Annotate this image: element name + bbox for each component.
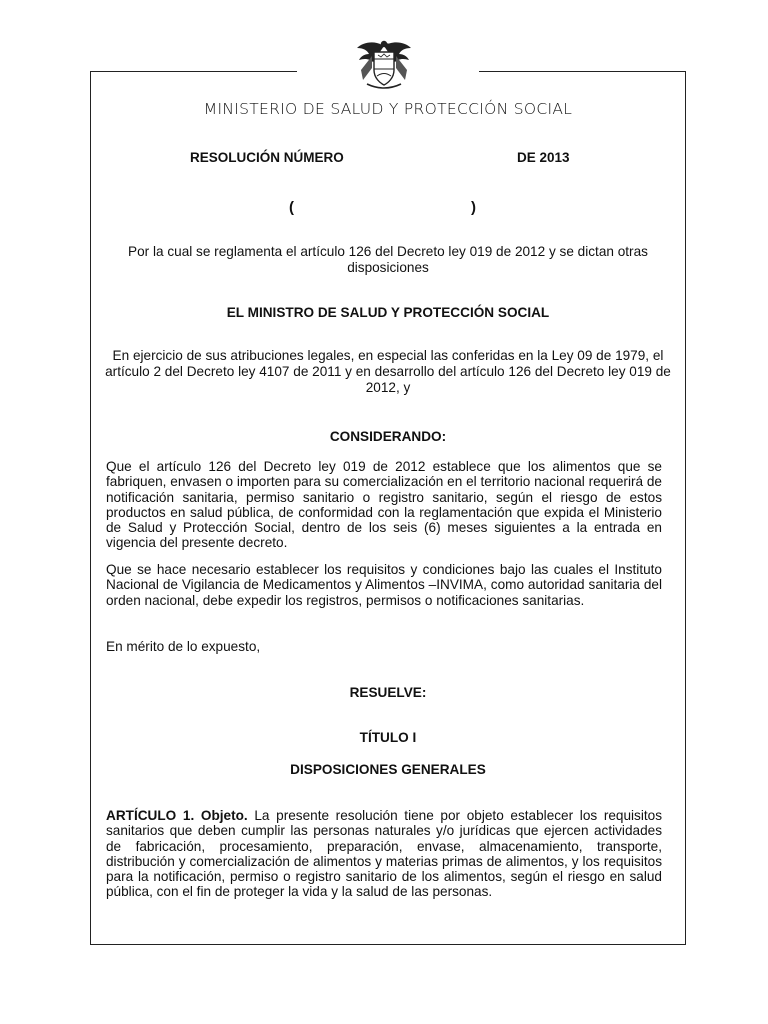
resuelve-heading: RESUELVE: (349, 685, 427, 700)
titulo-heading: TÍTULO I (359, 730, 417, 745)
considerando-paragraph-3: En mérito de lo expuesto, (106, 639, 261, 654)
authority-heading: EL MINISTRO DE SALUD Y PROTECCIÓN SOCIAL (226, 305, 550, 320)
articulo-1-paragraph (106, 808, 662, 900)
considerando-paragraph-1: Que el artículo 126 del Decreto ley 019 de 2012 establece que los alimentos que se fabriquen, envasen o importen para su comercialización en el territorio nacional requerirá de notificación sanitaria, permiso sanitario o registro sanitario, según el riesgo de estos productos en salud pública, de conformidad con la reglamentación que expida el Ministerio de Salud y Protección Social, dentro de los seis (6) meses siguientes a la entrada en vigencia del presente decreto. (106, 459, 662, 551)
date-close-paren: ) (471, 199, 476, 216)
powers-text: En ejercicio de sus atribuciones legales, en especial las conferidas en la Ley 09 de 1979, el artículo 2 del Decreto ley 4107 de 2011 y en desarrollo del artículo 126 del Decreto ley 019 de 2012, y (105, 348, 671, 395)
subject-text: Por la cual se reglamenta el artículo 126 del Decreto ley 019 de 2012 y se dictan otras disposiciones (128, 244, 648, 275)
disposiciones-heading: DISPOSICIONES GENERALES (290, 762, 486, 777)
date-open-paren: ( (289, 199, 294, 216)
ministry-name: MINISTERIO DE SALUD Y PROTECCIÓN SOCIAL (203, 100, 573, 118)
articulo-1-label: ARTÍCULO 1. Objeto. (106, 808, 248, 823)
considerando-paragraph-2: Que se hace necesario establecer los requisitos y condiciones bajo las cuales el Instituto Nacional de Vigilancia de Medicamentos y Alimentos –INVIMA, como autoridad sanitaria del orden nacional, debe expedir los registros, permisos o notificaciones sanitarias. (106, 562, 662, 608)
articulo-1-text: La presente resolución tiene por objeto establecer los requisitos sanitarios que deben cumplir las personas naturales y/o jurídicas que ejercen actividades de fabricación, procesamiento, preparación, envase, almacenamiento, transporte, distribución y comercialización de alimentos y materias primas de alimentos, y los requisitos para la notificación, permiso o registro sanitario de los alimentos, según el riesgo en salud pública, con el fin de proteger la vida y la salud de las personas. (106, 808, 663, 900)
resolution-year-label: DE 2013 (517, 150, 570, 165)
coat-of-arms-seal (355, 38, 413, 92)
resolution-number-label: RESOLUCIÓN NÚMERO (190, 150, 344, 165)
considerando-heading: CONSIDERANDO: (329, 429, 447, 444)
